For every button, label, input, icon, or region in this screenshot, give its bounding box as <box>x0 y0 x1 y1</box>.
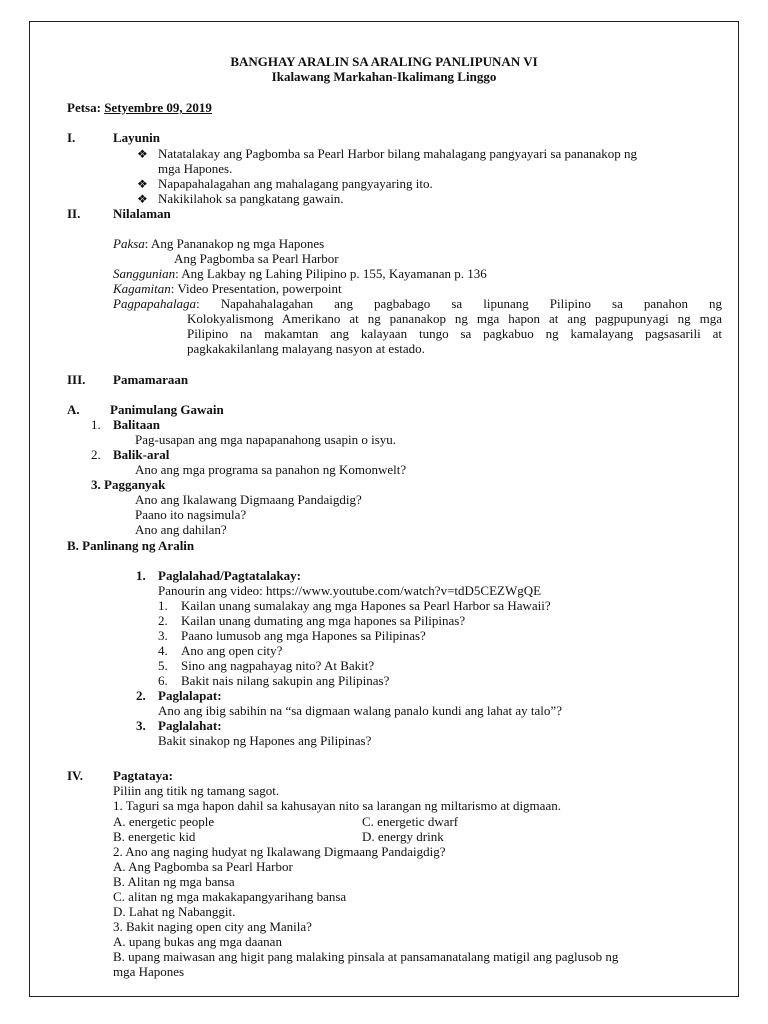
item-title-paglalahat: Paglalahat: <box>158 718 222 733</box>
pagpapahalaga-text-continued: pagkakakilanlang malayang nasyon at estado. <box>187 341 425 356</box>
item-text: Pag-usapan ang mga napapanahong usapin o isyu. <box>135 432 397 447</box>
item-text: Paano ito nagsimula? <box>135 507 247 522</box>
section-number: I. <box>67 130 76 145</box>
date-label: Petsa: <box>67 100 101 115</box>
question-text: Kailan unang dumating ang mga hapones sa Pilipinas? <box>181 613 466 628</box>
section-number: II. <box>67 206 81 221</box>
pagpapahalaga-text-continued: Kolokyalismong Amerikano at ng pananakop ng mga hapon at ang pagpupunyagi ng mga <box>187 311 722 326</box>
question-number: 4. <box>158 643 168 658</box>
question-number: 6. <box>158 673 168 688</box>
paksa-value: : Ang Pananakop ng mga Hapones <box>144 236 325 251</box>
paksa-label: Paksa <box>113 236 145 251</box>
bullet-icon: ❖ <box>137 192 148 206</box>
question-text: Kailan unang sumalakay ang mga Hapones sa Pearl Harbor sa Hawaii? <box>181 598 551 613</box>
objective-item: Napapahalagahan ang mahalagang pangyayaring ito. <box>158 176 433 191</box>
item-text: Ano ang mga programa sa panahon ng Komonwelt? <box>135 462 407 477</box>
section-number: IV. <box>67 768 84 783</box>
quiz-option: A. Ang Pagbomba sa Pearl Harbor <box>113 859 293 874</box>
question-number: 1. <box>158 598 168 613</box>
quiz-option: A. energetic people <box>113 814 215 829</box>
objective-item: Nakikilahok sa pangkatang gawain. <box>158 191 344 206</box>
kagamitan-value: : Video Presentation, powerpoint <box>170 281 342 296</box>
quiz-option: C. alitan ng mga makakapangyarihang bansa <box>113 889 347 904</box>
question-text: Sino ang nagpahayag nito? At Bakit? <box>181 658 375 673</box>
question-number: 5. <box>158 658 168 673</box>
quiz-question: 1. Taguri sa mga hapon dahil sa kahusayan nito sa larangan ng miltarismo at digmaan. <box>113 798 561 813</box>
section-title-nilalaman: Nilalaman <box>113 206 171 221</box>
sanggunian-value: : Ang Lakbay ng Lahing Pilipino p. 155, Kayamanan p. 136 <box>175 266 487 281</box>
section-title-layunin: Layunin <box>113 130 160 145</box>
document-subtitle: Ikalawang Markahan-Ikalimang Linggo <box>271 69 497 84</box>
date-line <box>67 100 212 116</box>
subsection-title-panimulang-gawain: Panimulang Gawain <box>110 402 224 417</box>
pagpapahalaga-text-continued: Pilipino na makamtan ang kalayaan tungo sa pagkabuo ng kamalayang pagsasarili at <box>187 326 722 341</box>
section-title-pamamaraan: Pamamaraan <box>113 372 189 387</box>
item-title-balitaan: Balitaan <box>113 417 160 432</box>
question-number: 3. <box>158 628 168 643</box>
kagamitan-label: Kagamitan <box>113 281 171 296</box>
item-text: Ano ang dahilan? <box>135 522 227 537</box>
bullet-icon: ❖ <box>137 147 148 161</box>
subsection-title-panlinang: B. Panlinang ng Aralin <box>67 538 195 553</box>
pagpapahalaga-label: Pagpapahalaga <box>113 296 197 311</box>
section-title-pagtataya: Pagtataya: <box>113 768 173 783</box>
item-title-balik-aral: Balik-aral <box>113 447 170 462</box>
bullet-icon: ❖ <box>137 177 148 191</box>
paksa-line <box>113 236 324 252</box>
quiz-option-continued: mga Hapones <box>113 964 185 979</box>
item-number: 2. <box>91 447 101 462</box>
document-title: BANGHAY ARALIN SA ARALING PANLIPUNAN VI <box>230 54 538 69</box>
pagpapahalaga-text: : Napahahalagahan ang pagbabago sa lipunang Pilipino sa panahon ng <box>196 296 722 311</box>
question-text: Bakit nais nilang sakupin ang Pilipinas? <box>181 673 390 688</box>
date-value: Setyembre 09, 2019 <box>104 100 212 115</box>
quiz-option: C. energetic dwarf <box>362 814 459 829</box>
quiz-instruction: Piliin ang titik ng tamang sagot. <box>113 783 280 798</box>
quiz-option: D. Lahat ng Nabanggit. <box>113 904 236 919</box>
objective-item: Natatalakay ang Pagbomba sa Pearl Harbor bilang mahalagang pangyayari sa pananakop ng <box>158 146 638 161</box>
item-number: 3. <box>136 718 146 733</box>
paksa-value-2: Ang Pagbomba sa Pearl Harbor <box>174 251 339 266</box>
pagpapahalaga-line <box>113 296 722 312</box>
quiz-option: B. upang maiwasan ang higit pang malaking pinsala at pansamanatalang matigil ang paglusob ng <box>113 949 619 964</box>
quiz-option: D. energy drink <box>362 829 444 844</box>
quiz-option: A. upang bukas ang mga daanan <box>113 934 282 949</box>
quiz-option: B. Alitan ng mga bansa <box>113 874 235 889</box>
video-link-text: Panourin ang video: https://www.youtube.com/watch?v=tdD5CEZWgQE <box>158 583 542 598</box>
quiz-question: 3. Bakit naging open city ang Manila? <box>113 919 312 934</box>
item-text: Ano ang Ikalawang Digmaang Pandaigdig? <box>135 492 362 507</box>
subsection-letter: A. <box>67 402 80 417</box>
item-number: 1. <box>91 417 101 432</box>
item-title-paglalahad: Paglalahad/Pagtatalakay: <box>158 568 302 583</box>
question-text: Paano lumusob ang mga Hapones sa Pilipinas? <box>181 628 426 643</box>
question-text: Ano ang open city? <box>181 643 283 658</box>
item-title-pagganyak: 3. Pagganyak <box>91 477 166 492</box>
objective-item-continued: mga Hapones. <box>158 161 233 176</box>
item-number: 2. <box>136 688 146 703</box>
item-text: Ano ang ibig sabihin na “sa digmaan walang panalo kundi ang lahat ay talo”? <box>158 703 562 718</box>
quiz-option: B. energetic kid <box>113 829 196 844</box>
quiz-question: 2. Ano ang naging hudyat ng Ikalawang Digmaang Pandaigdig? <box>113 844 446 859</box>
question-number: 2. <box>158 613 168 628</box>
item-title-paglalapat: Paglalapat: <box>158 688 222 703</box>
kagamitan-line <box>113 281 342 297</box>
section-number: III. <box>67 372 86 387</box>
sanggunian-label: Sanggunian <box>113 266 176 281</box>
item-text: Bakit sinakop ng Hapones ang Pilipinas? <box>158 733 372 748</box>
item-number: 1. <box>136 568 146 583</box>
sanggunian-line <box>113 266 487 282</box>
